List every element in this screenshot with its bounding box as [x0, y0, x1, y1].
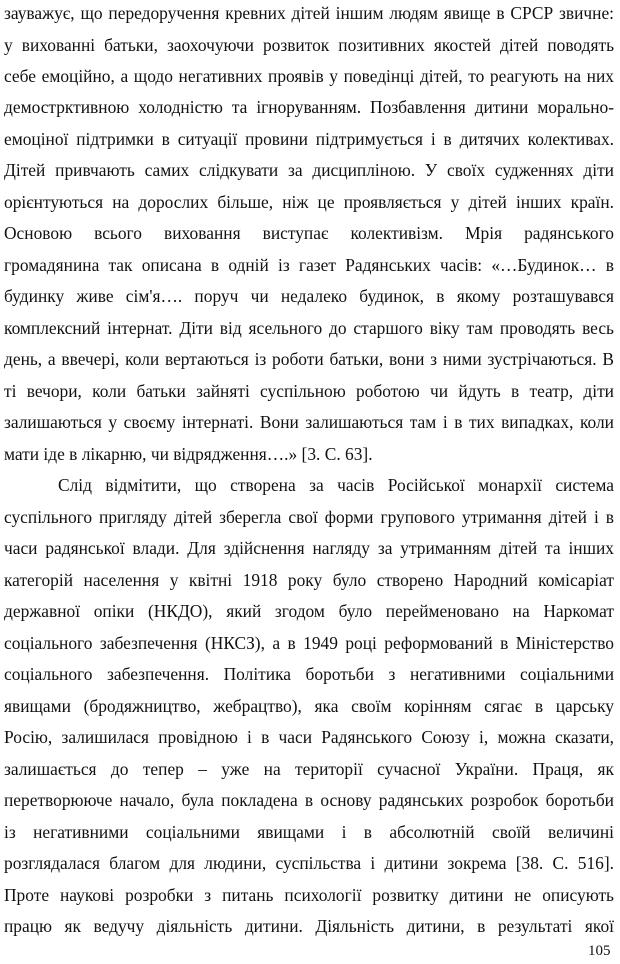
text-line: часи радянської влади. Для здійснення нагляду за утриманням дітей та інших	[4, 538, 614, 558]
page-number: 105	[588, 943, 611, 959]
text-line: державної опіки (НКДО), який згодом було перейменовано на Наркомат	[4, 601, 614, 621]
text-line: мати іде в лікарню, чи відрядження….» [3. С. 63].	[4, 444, 373, 464]
text-line: суспільного пригляду дітей зберегла свої форми групового утримання дітей і в	[4, 507, 614, 527]
text-line: громадянина так описана в одній із газет Радянських часів: «…Будинок… в	[4, 255, 614, 275]
text-line: залишаються у своєму інтернаті. Вони залишаються там і в тих випадках, коли	[4, 412, 614, 432]
text-line: працю як ведучу діяльність дитини. Діяльність дитини, в результаті якої	[4, 916, 614, 936]
text-line: перетворюючe начало, була покладена в основу радянських розробок боротьби	[4, 790, 614, 810]
text-line: себе емоційно, а щодо негативних проявів у поведінці дітей, то реагують на них	[4, 66, 614, 86]
text-line: Росію, залишилася провідною і в часи Радянського Союзу і, можна сказати,	[4, 727, 614, 747]
text-line: комплексний інтернат. Діти від ясельного до старшого віку там проводять весь	[4, 318, 614, 338]
text-line: зауважує, що передоручення кревних дітей іншим людям явище в СРСР звичне:	[4, 3, 614, 23]
text-line: явищами (бродяжництво, жебрацтво), яка своїм корінням сягає в царську	[4, 696, 614, 716]
text-line: емоціної підтримки в ситуації провини підтримується і в дитячих колективах.	[4, 129, 614, 149]
text-line: Основою всього виховання виступає колективізм. Мрія радянського	[4, 223, 614, 243]
text-line: Проте наукові розробки з питань психології розвитку дитини не описують	[4, 885, 614, 905]
text-line: день, а ввечері, коли вертаються із роботи батьки, вони з ними зустрічаються. В	[4, 349, 614, 369]
text-line: орієнтуються на дорослих більше, ніж це проявляється у дітей інших країн.	[4, 192, 614, 212]
text-line: категорій населення у квітні 1918 року було створено Народний комісаріат	[4, 570, 614, 590]
text-line: ті вечори, коли батьки зайняті суспільною роботою чи йдуть в театр, діти	[4, 381, 614, 401]
text-line: демострктивною холодністю та ігноруванням. Позбавлення дитини морально-	[4, 97, 614, 117]
text-line: соціального забезпечення (НКСЗ), а в 1949 році реформований в Міністерство	[4, 633, 614, 653]
text-line: розглядалася благом для людини, суспільства і дитини зокрема [38. С. 516].	[4, 853, 614, 873]
text-line: соціального забезпечення. Політика боротьби з негативними соціальними	[4, 664, 614, 684]
text-line: Слід відмітити, що створена за часів Російської монархії система	[58, 475, 614, 495]
text-line: у вихованні батьки, заохочуючи розвиток позитивних якостей дітей поводять	[4, 35, 614, 55]
text-line: Дітей привчають самих слідкувати за дисципліною. У своїх судженнях діти	[4, 160, 614, 180]
text-line: будинку живе сім'я…. поруч чи недалеко будинок, в якому розташувався	[4, 286, 614, 306]
text-line: залишається до тепер – уже на території сучасної України. Праця, як	[4, 759, 614, 779]
text-line: із негативними соціальними явищами і в абсолютній своїй величині	[4, 822, 614, 842]
